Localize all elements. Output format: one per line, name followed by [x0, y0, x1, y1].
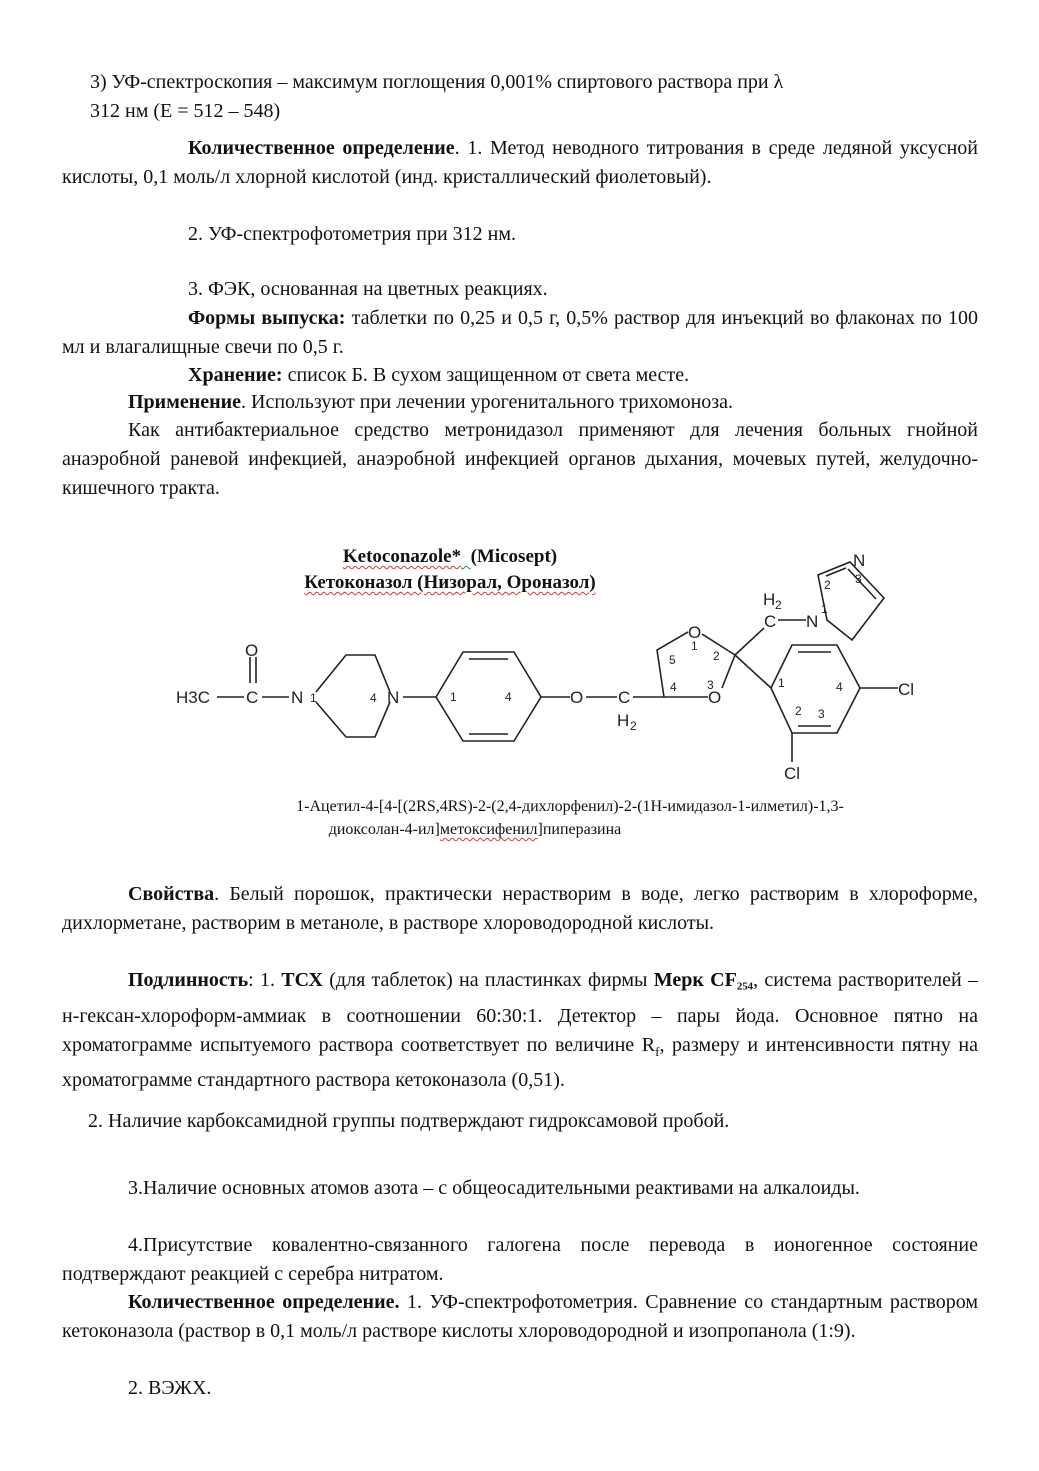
num-diox-5: 5 [669, 653, 676, 667]
label-n1: N [291, 688, 304, 707]
label-ch2-c: C [618, 688, 631, 707]
figure-caption-2: диоксолан-4-ил]метоксифенил]пиперазина [328, 821, 622, 838]
num-ph-1: 1 [778, 676, 785, 690]
num-ph-4: 4 [836, 680, 843, 694]
quant-definition-1-item-2: 2. УФ-спектрофотометрия при 312 нм. [188, 223, 517, 245]
antibacterial-use: Как антибактериальное средство метронидазол применяют для лечения больных гнойной анаэробной раневой инфекцией, анаэробной инфекцией органов дыхания, мочевых путей, желудочно-кишечного тракта. [62, 419, 978, 499]
authenticity-nitrogen: 3.Наличие основных атомов азота – с общеосадительными реактивами на алкалоиды. [128, 1177, 860, 1199]
label-carbonyl-o: O [245, 641, 259, 660]
quant-definition-2-item-2: 2. ВЭЖХ. [128, 1377, 212, 1399]
label-ether-o: O [570, 688, 584, 707]
properties: Свойства. Белый порошок, практически нерастворим в воде, легко растворим в хлороформе, дихлорметане, растворим в метаноле, в растворе хлороводородной кислоты. [62, 883, 978, 934]
label-n4: N [387, 688, 400, 707]
label-imid-n3: N [853, 551, 866, 570]
quant-definition-1: Количественное определение. 1. Метод неводного титрования в среде ледяной уксусной кислоты, 0,1 моль/л хлорной кислотой (инд. кристаллический фиолетовый). [62, 137, 979, 188]
label-imid-ch2-sub: 2 [775, 598, 782, 612]
ketoconazole-structure [0, 540, 1039, 790]
application: Применение. Используют при лечении урогенитального трихомоноза. [128, 391, 734, 413]
figure-title-ru: Кетоконазол (Низорал, Ороназол) [304, 572, 596, 593]
figure-caption-1: 1-Ацетил-4-[4-[(2RS,4RS)-2-(2,4-дихлорфенил)-2-(1H-имидазол-1-илметил)-1,3- [296, 798, 844, 815]
label-h3c: H3C [176, 688, 211, 707]
label-carbonyl-c: C [246, 688, 259, 707]
num-diox-1: 1 [691, 639, 698, 653]
num-benz-4: 4 [505, 690, 512, 704]
num-benz-1: 1 [450, 690, 457, 704]
label-ch2-h: H [617, 711, 630, 730]
label-dioxolane-o3: O [708, 688, 722, 707]
label-imid-ch2-h: H [763, 590, 776, 609]
num-ph-3: 3 [818, 707, 825, 721]
num-diox-3: 3 [707, 678, 714, 692]
figure-title-en: Ketoconazole* (Micosept) [342, 546, 558, 567]
authenticity-carboxamide: 2. Наличие карбоксамидной группы подтверждают гидроксамовой пробой. [88, 1110, 730, 1132]
storage: Хранение: список Б. В сухом защищенном от света месте. [188, 364, 690, 386]
label-imid-ch2-c: C [764, 612, 777, 631]
release-forms: Формы выпуска: таблетки по 0,25 и 0,5 г, 0,5% раствор для инъекций во флаконах по 100 мл и влагалищные свечи по 0,5 г. [62, 307, 978, 358]
label-imid-n1: N [806, 612, 819, 631]
label-cl-2: Cl [784, 764, 801, 783]
num-diox-2: 2 [713, 649, 720, 663]
label-dioxolane-o1: O [688, 623, 702, 642]
uv-spectroscopy-line-2: 312 нм (Е = 512 – 548) [90, 100, 281, 122]
num-ph-2: 2 [795, 704, 802, 718]
quant-definition-1-item-3: 3. ФЭК, основанная на цветных реакциях. [188, 278, 548, 300]
authenticity-halogen: 4.Присутствие ковалентно-связанного галогена после перевода в ионогенное состояние подтверждают реакцией с серебра нитратом. [62, 1234, 978, 1285]
num-pip-4: 4 [370, 691, 377, 705]
label-ch2-sub: 2 [630, 719, 637, 733]
num-diox-4: 4 [670, 680, 677, 694]
label-cl-4: Cl [898, 680, 915, 699]
num-imid-3: 3 [855, 572, 862, 586]
authenticity: Подлинность: 1. ТСХ (для таблеток) на пластинках фирмы Мерк $CF_{254}$, система растворителей – н-гексан-хлороформ-аммиак в соотношении 60:30:1. Детектор – пары йода. Основное пятно на хроматограмме испытуемого раствора соответствует по величине $R_f$, размеру и интенсивности пятну на хроматограмме стандартного раствора кетоконазола (0,51). [62, 969, 979, 1091]
uv-spectroscopy-line-1: 3) УФ-спектроскопия – максимум поглощения 0,001% спиртового раствора при λ [90, 71, 784, 93]
num-imid-2: 2 [824, 578, 831, 592]
num-imid-1: 1 [821, 602, 828, 616]
quant-definition-2: Количественное определение. 1. УФ-спектрофотометрия. Сравнение со стандартным раствором кетоконазола (раствор в 0,1 моль/л растворе кислоты хлороводородной и изопропанола (1:9). [62, 1291, 978, 1342]
num-pip-1: 1 [310, 691, 317, 705]
